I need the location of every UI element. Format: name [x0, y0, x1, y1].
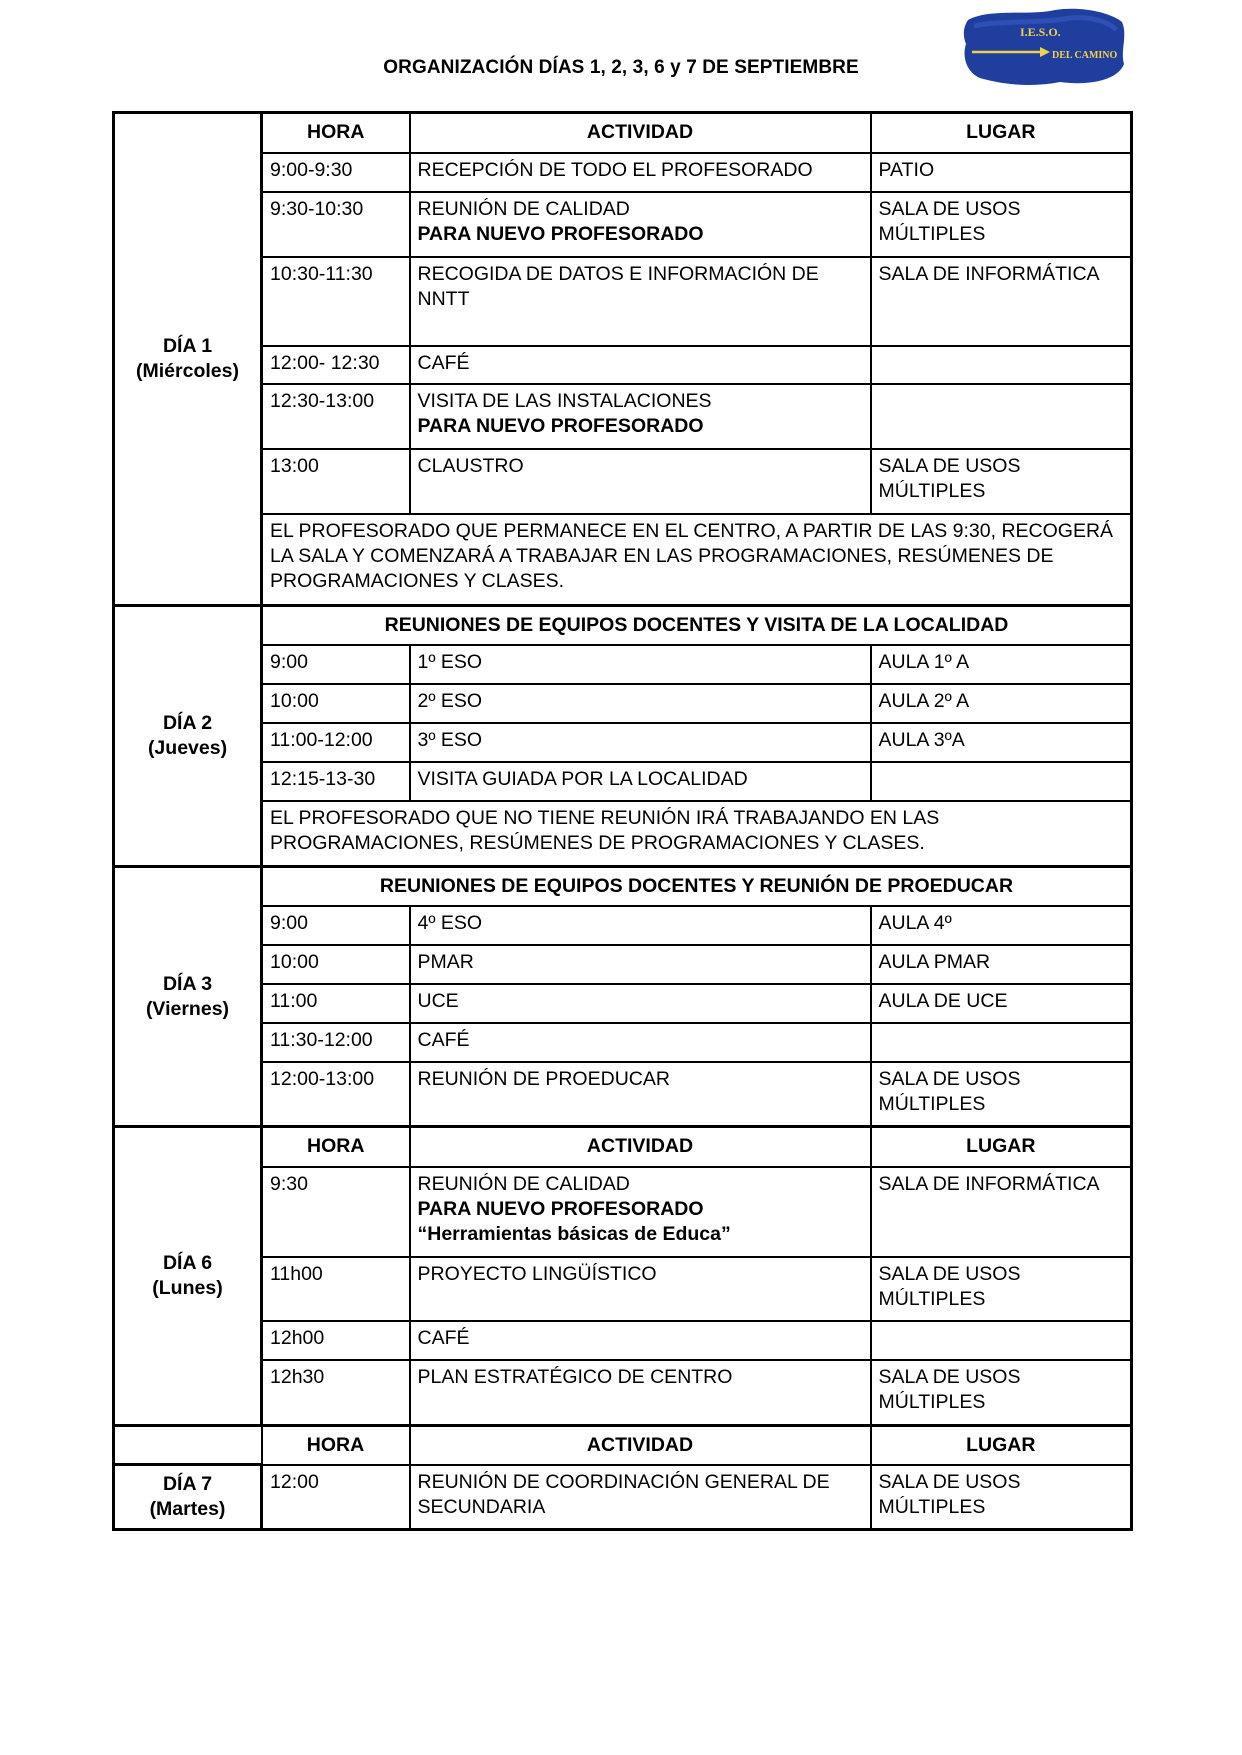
col-header-actividad: ACTIVIDAD [410, 113, 871, 153]
cell-actividad: 2º ESO [410, 684, 871, 723]
col-header-hora: HORA [262, 1426, 410, 1465]
cell-actividad [410, 384, 871, 449]
table-row [114, 762, 1132, 801]
cell-actividad [410, 192, 871, 257]
day-weekday: (Lunes) [152, 1277, 223, 1299]
cell-hora: 12:15-13-30 [262, 762, 410, 801]
cell-lugar: AULA 1º A [871, 645, 1132, 684]
cell-hora: 9:00 [262, 645, 410, 684]
heading-row [114, 867, 1132, 906]
day-2-cell [114, 606, 262, 867]
cell-actividad: PMAR [410, 945, 871, 984]
cell-lugar: AULA 2º A [871, 684, 1132, 723]
cell-actividad: 1º ESO [410, 645, 871, 684]
cell-hora: 12:00-13:00 [262, 1062, 410, 1127]
col-header-lugar: LUGAR [871, 1127, 1132, 1167]
table-row [114, 449, 1132, 514]
day-weekday: (Martes) [149, 1498, 226, 1520]
table-row [114, 1167, 1132, 1257]
cell-hora: 9:30 [262, 1167, 410, 1257]
activity-text-bold: PARA NUEVO PROFESORADO [417, 1197, 704, 1220]
col-header-hora: HORA [262, 1127, 410, 1167]
col-header-actividad: ACTIVIDAD [410, 1127, 871, 1167]
table-row [114, 1257, 1132, 1321]
activity-text-bold: PARA NUEVO PROFESORADO [417, 222, 704, 245]
activity-text-bold: “Herramientas básicas de Educa” [417, 1222, 731, 1245]
col-header-actividad: ACTIVIDAD [410, 1426, 871, 1465]
cell-actividad: CAFÉ [410, 346, 871, 384]
table-row [114, 1465, 1132, 1530]
cell-lugar [871, 1023, 1132, 1062]
cell-hora: 11:00 [262, 984, 410, 1023]
school-logo [960, 6, 1128, 90]
cell-actividad: REUNIÓN DE COORDINACIÓN GENERAL DE SECUNDARIA [410, 1465, 871, 1530]
cell-actividad: CAFÉ [410, 1023, 871, 1062]
cell-hora: 10:00 [262, 684, 410, 723]
cell-actividad: VISITA GUIADA POR LA LOCALIDAD [410, 762, 871, 801]
day-7-header-blank [114, 1426, 262, 1465]
day-weekday: (Jueves) [147, 737, 228, 759]
day-heading: REUNIONES DE EQUIPOS DOCENTES Y VISITA DE LA LOCALIDAD [262, 606, 1132, 645]
day-weekday: (Miércoles) [136, 360, 239, 382]
table-row [114, 192, 1132, 257]
cell-hora: 13:00 [262, 449, 410, 514]
cell-lugar [871, 1321, 1132, 1360]
day-7-cell [114, 1465, 262, 1530]
table-row [114, 257, 1132, 346]
cell-actividad: RECOGIDA DE DATOS E INFORMACIÓN DE NNTT [410, 257, 871, 346]
logo-text-bottom: DEL CAMINO [1052, 50, 1118, 61]
day-label: DÍA 3 [162, 972, 213, 995]
cell-lugar: AULA 3ºA [871, 723, 1132, 762]
cell-hora: 11:00-12:00 [262, 723, 410, 762]
note-row [114, 801, 1132, 867]
cell-actividad: RECEPCIÓN DE TODO EL PROFESORADO [410, 153, 871, 192]
table-row [114, 984, 1132, 1023]
cell-actividad: UCE [410, 984, 871, 1023]
table-row [114, 346, 1132, 384]
cell-hora: 11h00 [262, 1257, 410, 1321]
col-header-lugar: LUGAR [871, 113, 1132, 153]
day-label: DÍA 2 [162, 712, 213, 734]
table-row [114, 906, 1132, 945]
day-label: DÍA 6 [162, 1252, 213, 1274]
cell-lugar: SALA DE USOS MÚLTIPLES [871, 1062, 1132, 1127]
cell-lugar: SALA DE USOS MÚLTIPLES [871, 1465, 1132, 1530]
cell-hora: 9:00-9:30 [262, 153, 410, 192]
cell-lugar: SALA DE USOS MÚLTIPLES [871, 192, 1132, 257]
table-row [114, 384, 1132, 449]
cell-hora: 12:30-13:00 [262, 384, 410, 449]
cell-lugar: AULA DE UCE [871, 984, 1132, 1023]
cell-actividad: CLAUSTRO [410, 449, 871, 514]
logo-text-top: I.E.S.O. [1020, 25, 1061, 39]
cell-hora: 9:30-10:30 [262, 192, 410, 257]
cell-actividad: PROYECTO LINGÜÍSTICO [410, 1257, 871, 1321]
schedule-table [112, 111, 1133, 1531]
day-note: EL PROFESORADO QUE PERMANECE EN EL CENTRO, A PARTIR DE LAS 9:30, RECOGERÁ LA SALA Y COMENZARÁ A TRABAJAR EN LAS PROGRAMACIONES, RESÚMENES DE PROGRAMACIONES Y CLASES. [262, 514, 1132, 606]
cell-lugar: AULA PMAR [871, 945, 1132, 984]
cell-lugar: SALA DE USOS MÚLTIPLES [871, 1257, 1132, 1321]
cell-actividad: PLAN ESTRATÉGICO DE CENTRO [410, 1360, 871, 1426]
cell-hora: 12:00- 12:30 [262, 346, 410, 384]
table-row [114, 1023, 1132, 1062]
note-row [114, 514, 1132, 606]
day-heading: REUNIONES DE EQUIPOS DOCENTES Y REUNIÓN DE PROEDUCAR [262, 867, 1132, 906]
activity-text: REUNIÓN DE CALIDAD [417, 197, 630, 220]
table-row [114, 684, 1132, 723]
table-row [114, 1360, 1132, 1426]
col-header-hora: HORA [262, 113, 410, 153]
cell-lugar [871, 762, 1132, 801]
col-header-lugar: LUGAR [871, 1426, 1132, 1465]
cell-actividad: REUNIÓN DE PROEDUCAR [410, 1062, 871, 1127]
table-row [114, 723, 1132, 762]
cell-hora: 11:30-12:00 [262, 1023, 410, 1062]
activity-text-bold: PARA NUEVO PROFESORADO [417, 414, 704, 437]
day-weekday: (Viernes) [145, 997, 230, 1020]
day-label: DÍA 7 [162, 1473, 213, 1495]
cell-lugar: SALA DE USOS MÚLTIPLES [871, 449, 1132, 514]
activity-text: VISITA DE LAS INSTALACIONES [417, 389, 712, 412]
day-label: DÍA 1 [162, 335, 213, 357]
table-row [114, 645, 1132, 684]
day-6-cell [114, 1127, 262, 1426]
table-row [114, 1321, 1132, 1360]
cell-hora: 10:30-11:30 [262, 257, 410, 346]
cell-lugar: AULA 4º [871, 906, 1132, 945]
activity-text: REUNIÓN DE CALIDAD [417, 1172, 630, 1195]
heading-row [114, 606, 1132, 645]
table-row [114, 153, 1132, 192]
table-row [114, 945, 1132, 984]
table-row [114, 1062, 1132, 1127]
cell-hora: 12h00 [262, 1321, 410, 1360]
cell-lugar [871, 346, 1132, 384]
cell-lugar: SALA DE USOS MÚLTIPLES [871, 1360, 1132, 1426]
page-title: ORGANIZACIÓN DÍAS 1, 2, 3, 6 y 7 DE SEPTIEMBRE [383, 57, 859, 78]
cell-hora: 9:00 [262, 906, 410, 945]
header-row [114, 113, 1132, 153]
cell-hora: 12:00 [262, 1465, 410, 1530]
cell-hora: 10:00 [262, 945, 410, 984]
day-note: EL PROFESORADO QUE NO TIENE REUNIÓN IRÁ TRABAJANDO EN LAS PROGRAMACIONES, RESÚMENES DE PROGRAMACIONES Y CLASES. [262, 801, 1132, 867]
cell-actividad: CAFÉ [410, 1321, 871, 1360]
header-row [114, 1127, 1132, 1167]
cell-lugar: SALA DE INFORMÁTICA [871, 257, 1132, 346]
cell-actividad: 4º ESO [410, 906, 871, 945]
header-row [114, 1426, 1132, 1465]
cell-lugar [871, 384, 1132, 449]
cell-lugar: SALA DE INFORMÁTICA [871, 1167, 1132, 1257]
cell-hora: 12h30 [262, 1360, 410, 1426]
day-1-cell [114, 113, 262, 606]
day-3-cell [114, 867, 262, 1127]
cell-actividad: 3º ESO [410, 723, 871, 762]
cell-actividad [410, 1167, 871, 1257]
cell-lugar: PATIO [871, 153, 1132, 192]
